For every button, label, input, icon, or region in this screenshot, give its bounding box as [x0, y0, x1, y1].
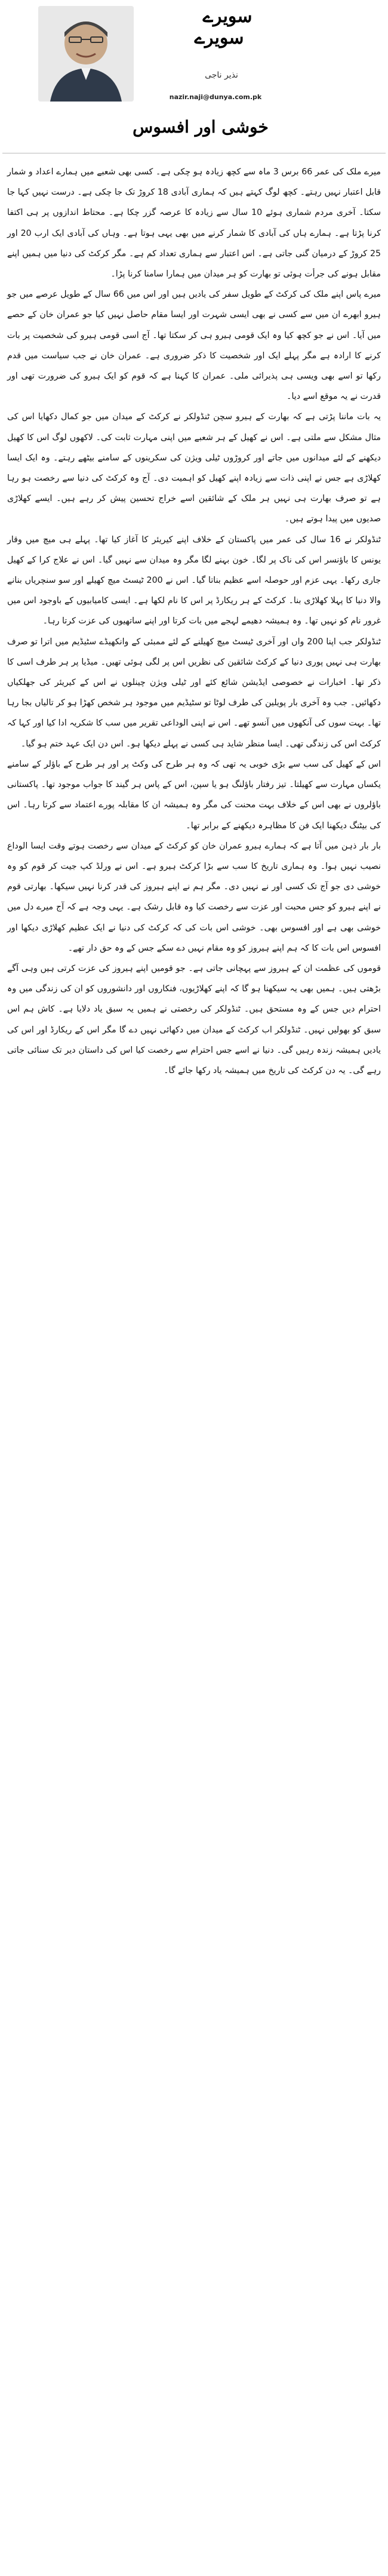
article-body	[2, 153, 386, 1081]
article-paragraph: یہ بات ماننا پڑتی ہے کہ بھارت کے ہیرو سچن ٹنڈولکر نے کرکٹ کے میدان میں جو کمال دکھایا اس کی مثال مشکل سے ملتی ہے۔ اس نے کھیل کے ہر شعبے میں اپنی مہارت ثابت کی۔ لاکھوں لوگ اس کا کھیل دیکھنے کے لئے میدانوں میں جاتے اور کروڑوں ٹیلی ویژن کی سکرینوں کے سامنے بیٹھے رہتے۔ وہ ایک ایسا کھلاڑی ہے جس نے اپنی ذات سے زیادہ اپنے کھیل کو اہمیت دی۔ آج وہ کرکٹ کی دنیا سے رخصت ہو رہا ہے تو صرف بھارت ہی نہیں ہر ملک کے شائقین اسے خراج تحسین پیش کر رہے ہیں۔ ایسے کھلاڑی صدیوں میں پیدا ہوتے ہیں۔	[7, 412, 381, 524]
article-paragraph: اس کے کھیل کی سب سے بڑی خوبی یہ تھی کہ وہ ہر طرح کی وکٹ پر اور ہر طرح کے باؤلر کے سامنے یکساں مہارت سے کھیلتا۔ تیز رفتار باؤلنگ ہو یا سپن، اس کے پاس ہر گیند کا جواب موجود تھا۔ پاکستانی باؤلروں نے بھی اس کے خلاف بہت محنت کی مگر وہ ہمیشہ ان کا مقابلہ پورے اعتماد سے کرتا رہا۔ اس کی بیٹنگ دیکھنا ایک فن کا مظاہرہ دیکھنے کے برابر تھا۔	[7, 759, 381, 831]
author-photo	[38, 6, 134, 102]
column-header	[2, 4, 386, 153]
logo-text-line-1: سویرے	[202, 6, 252, 27]
article-paragraph: بار بار ذہن میں آتا ہے کہ ہمارے ہیرو عمران خان کو کرکٹ کے میدان سے رخصت ہوتے وقت ایسا الوداع نصیب نہیں ہوا۔ وہ ہماری تاریخ کا سب سے بڑا کرکٹ ہیرو ہے۔ اس نے ورلڈ کپ جیت کر قوم کو وہ خوشی دی جو آج تک کسی اور نے نہیں دی۔ مگر ہم نے اپنے ہیروز کی قدر کرنا نہیں سیکھا۔ بھارتی قوم نے اپنے ہیرو کو جس محبت اور عزت سے رخصت کیا وہ قابل رشک ہے۔ یہی وجہ ہے کہ آج میرے دل میں خوشی بھی ہے اور افسوس بھی۔ خوشی اس بات کی کہ کرکٹ کی دنیا نے ایک عظیم کھلاڑی دیکھا اور افسوس اس بات کا کہ ہم اپنے ہیروز کو وہ مقام نہیں دے سکے جس کے وہ حق دار تھے۔	[7, 841, 381, 953]
article-paragraph: قوموں کی عظمت ان کے ہیروز سے پہچانی جاتی ہے۔ جو قومیں اپنے ہیروز کی عزت کرتی ہیں وہی آگے بڑھتی ہیں۔ ہمیں بھی یہ سیکھنا ہو گا کہ اپنے کھلاڑیوں، فنکاروں اور دانشوروں کو ان کی زندگی میں وہ احترام دیں جس کے وہ مستحق ہیں۔ ٹنڈولکر کی رخصتی نے ہمیں یہ سبق یاد دلایا ہے۔ کاش ہم اس سبق کو بھولیں نہیں۔ ٹنڈولکر اب کرکٹ کے میدان میں دکھائی نہیں دے گا مگر اس کے ریکارڈ اور اس کی یادیں ہمیشہ زندہ رہیں گی۔ دنیا نے اسے جس احترام سے رخصت کیا اس کی داستان دیر تک سنائی جاتی رہے گی۔ یہ دن کرکٹ کی تاریخ میں ہمیشہ یاد رکھا جائے گا۔	[7, 963, 381, 1075]
article-paragraph: ٹنڈولکر جب اپنا 200 واں اور آخری ٹیسٹ میچ کھیلنے کے لئے ممبئی کے وانکھیڈے سٹیڈیم میں اترا تو صرف بھارت ہی نہیں پوری دنیا کے کرکٹ شائقین کی نظریں اس پر لگی ہوئی تھیں۔ میڈیا پر ہر طرف اسی کا ذکر تھا۔ اخبارات نے خصوصی ایڈیشن شائع کئے اور ٹیلی ویژن چینلوں نے اس کے کیریئر کی جھلکیاں دکھائیں۔ جب وہ آخری بار پویلین کی طرف لوٹا تو سٹیڈیم میں موجود ہر شخص کھڑا ہو کر تالیاں بجا رہا تھا۔ بہت سوں کی آنکھوں میں آنسو تھے۔ اس نے اپنی الوداعی تقریر میں سب کا شکریہ ادا کیا اور کہا کہ کرکٹ اس کی زندگی تھی۔ ایسا منظر شاید ہی کسی نے پہلے دیکھا ہو۔ اس دن ایک عہد ختم ہو گیا۔	[7, 637, 381, 749]
author-portrait-icon	[38, 6, 134, 102]
column-logo	[183, 6, 272, 69]
column-headline: خوشی اور افسوس	[133, 117, 269, 137]
logo-text-line-2: سویرے	[194, 27, 244, 48]
article-paragraph: میرے پاس اپنے ملک کی کرکٹ کے طویل سفر کی یادیں ہیں اور اس میں 66 سال کے طویل عرصے میں جو ہیرو ابھرے ان میں سے کسی نے بھی ایسی شہرت اور ایسا مقام حاصل نہیں کیا جو عمران خان کے حصے میں آیا۔ اس نے جو کچھ کیا وہ ایک قومی ہیرو ہی کر سکتا تھا۔ آج اسی قومی ہیرو کی شخصیت پر بات کرنے کا ارادہ ہے مگر پہلے ایک اور شخصیت کا ذکر ضروری ہے۔ عمران خان نے جب سیاست میں قدم رکھا تو اسے بھی ویسی ہی پذیرائی ملی۔ عمران کا کہنا ہے کہ قوم کو ایک ہیرو کی ضرورت تھی اور قدرت نے یہ موقع اسے دیا۔	[7, 290, 381, 402]
article-paragraph: میرے ملک کی عمر 66 برس 3 ماہ سے کچھ زیادہ ہو چکی ہے۔ کسی بھی شعبے میں ہمارے اعداد و شمار قابل اعتبار نہیں رہتے۔ کچھ لوگ کہتے ہیں کہ ہماری آبادی 18 کروڑ تک جا چکی ہے۔ درست نہیں کہا جا سکتا۔ آخری مردم شماری ہوئے 10 سال سے زیادہ کا عرصہ گزر چکا ہے۔ محتاط اندازوں پر ہی اکتفا کرنا پڑتا ہے۔ ہمارے ہاں کی آبادی کا شمار کرنے میں بھی یہی ہوتا ہے۔ وہاں کی آبادی ایک ارب 20 اور 25 کروڑ کے درمیان گنی جاتی ہے۔ اس اعتبار سے ہماری تعداد کم ہے۔ مگر کرکٹ کی دنیا میں ہمیں اپنے مقابل ہونے کی جرأت ہوئی تو بھارت کو ہر میدان میں ہمارا سامنا کرنا پڑا۔	[7, 167, 381, 279]
author-email: nazir.naji@dunya.com.pk	[169, 93, 262, 101]
article-paragraph: ٹنڈولکر نے 16 سال کی عمر میں پاکستان کے خلاف اپنے کیریئر کا آغاز کیا تھا۔ پہلے ہی میچ میں وقار یونس کا باؤنسر اس کی ناک پر لگا۔ خون بہنے لگا مگر وہ میدان سے نہیں گیا۔ اس نے علاج کرا کے کھیل جاری رکھا۔ یہی عزم اور حوصلہ اسے عظیم بناتا گیا۔ اس نے 200 ٹیسٹ میچ کھیلے اور سو سنچریاں بنانے والا دنیا کا پہلا کھلاڑی بنا۔ کرکٹ کے ہر ریکارڈ پر اس کا نام لکھا ہے۔ ایسی کامیابیوں کے باوجود اس میں غرور نام کو نہیں تھا۔ وہ ہمیشہ دھیمے لہجے میں بات کرتا اور اپنے ساتھیوں کی عزت کرتا رہا۔	[7, 534, 381, 626]
author-name: نذیر ناجی	[205, 70, 238, 80]
